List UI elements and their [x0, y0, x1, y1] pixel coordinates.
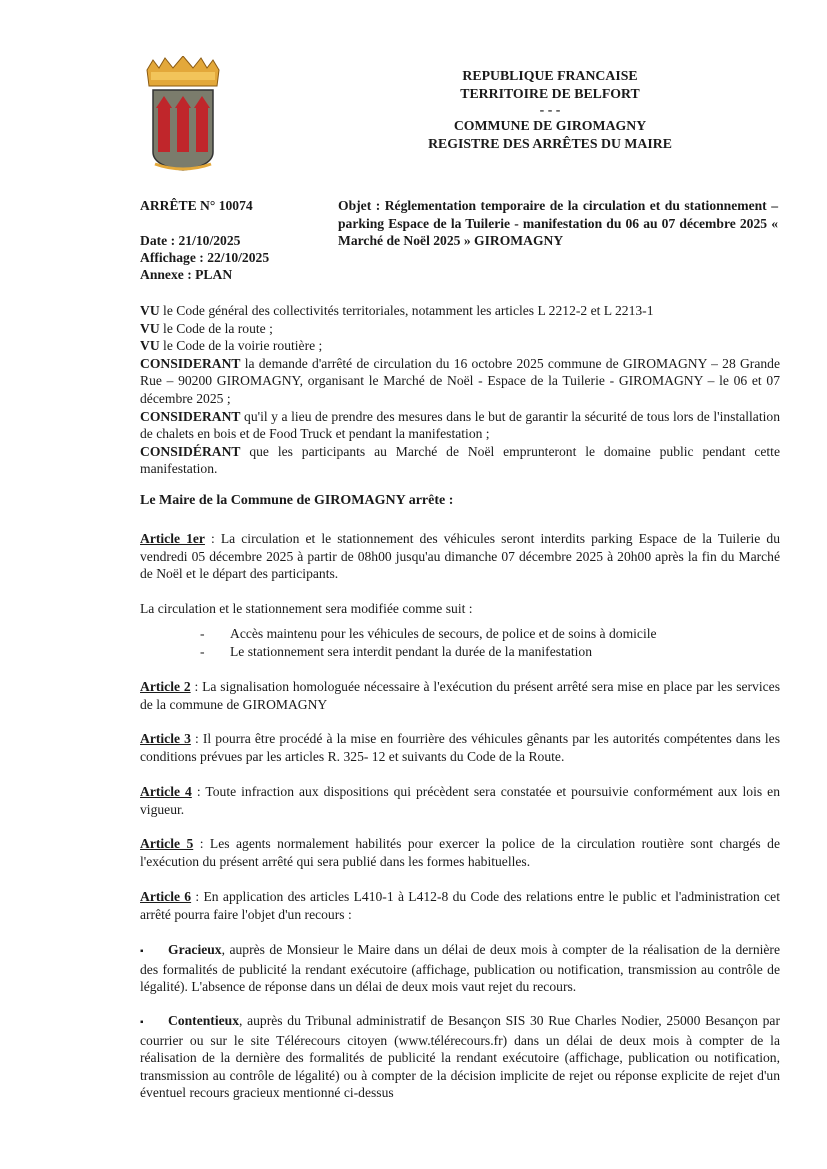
considerant-text: qu'il y a lieu de prendre des mesures dans le but de garantir la sécurité de tous lors de l'installation de chalets en bois et de Food Truck et pendant la manifestation ;: [140, 408, 780, 442]
bullet-icon: ▪: [140, 946, 144, 957]
decision-heading: Le Maire de la Commune de GIROMAGNY arrête :: [140, 493, 454, 508]
article-5: [140, 835, 780, 870]
list-item: - Accès maintenu pour les véhicules de secours, de police et de soins à domicile: [200, 626, 657, 641]
recours-label: Contentieux: [168, 1013, 239, 1028]
visa: [140, 320, 780, 338]
article-label: Article 6: [140, 889, 192, 904]
article-text: : La circulation et le stationnement des véhicules seront interdits parking Espace de la Tuilerie du vendredi 05 décembre 2025 à partir de 08h00 jusqu'au dimanche 07 décembre 2025 à 20h00 après la fin du Marché de Noël et le départ des participants.: [140, 531, 780, 582]
header-separator: - - -: [539, 102, 561, 117]
article-label: Article 3: [140, 731, 191, 746]
modification-list: [200, 625, 760, 660]
visas-section: [140, 302, 780, 478]
document-header: [360, 67, 740, 152]
arrete-affichage: Affichage : 22/10/2025: [140, 250, 270, 265]
visa-text: le Code de la voirie routière ;: [159, 338, 323, 354]
article-text: : Toute infraction aux dispositions qui précèdent sera constatée et poursuivie conformément aux lois en vigueur.: [140, 784, 780, 817]
considerant-text: que les participants au Marché de Noël emprunteront le domaine public pendant cette manifestation.: [140, 443, 780, 477]
visa-label: VU: [140, 320, 160, 336]
list-item-text: Accès maintenu pour les véhicules de secours, de police et de soins à domicile: [230, 626, 657, 641]
article-text: : Il pourra être procédé à la mise en fourrière des véhicules gênants par les autorités compétentes dans les conditions prévues par les articles R. 325- 12 et suivants du Code de la Route.: [140, 731, 780, 764]
header-line: TERRITOIRE DE BELFORT: [460, 85, 640, 101]
article-label: Article 5: [140, 836, 194, 851]
visa-label: VU: [140, 338, 160, 354]
article-4: [140, 783, 780, 818]
article-2: [140, 678, 780, 713]
recours-gracieux: [140, 941, 780, 996]
modification-intro: La circulation et le stationnement sera modifiée comme suit :: [140, 601, 473, 616]
header-line: REGISTRE DES ARRÊTES DU MAIRE: [428, 135, 672, 151]
recours-label: Gracieux: [168, 942, 222, 957]
article-label: Article 2: [140, 679, 191, 694]
bullet-icon: ▪: [140, 1017, 144, 1028]
considerant-text: la demande d'arrêté de circulation du 16 octobre 2025 commune de GIROMAGNY – 28 Grande Rue – 90200 GIROMAGNY, organisant le Marché de Noël - Espace de la Tuilerie - GIROMAGNY – le 06 et 07 décembre 2025 ;: [140, 355, 780, 406]
considerant: [140, 408, 780, 443]
recours-text: , auprès de Monsieur le Maire dans un délai de deux mois à compter de la réalisation de la dernière des formalités de publicité la rendant exécutoire (affichage, publication ou notification, transmission au contrôle de légalité). L'absence de réponse dans un délai de deux mois vaut rejet du recours.: [140, 942, 780, 995]
recours-contentieux: [140, 1012, 780, 1102]
article-label: Article 1er: [140, 531, 205, 546]
article-text: : En application des articles L410-1 à L412-8 du Code des relations entre le public et l'administration cet arrêté pourra faire l'objet d'un recours :: [140, 889, 780, 922]
visa: [140, 302, 780, 320]
visa-text: le Code de la route ;: [159, 320, 273, 336]
considerant: [140, 355, 780, 408]
visa-label: VU: [140, 303, 160, 318]
article-text: : Les agents normalement habilités pour exercer la police de la circulation routière sont chargés de l'exécution du présent arrêté qui sera publié dans les formes habituelles.: [140, 836, 780, 869]
header-line: COMMUNE DE GIROMAGNY: [453, 118, 647, 133]
article-3: [140, 730, 780, 765]
list-item-text: Le stationnement sera interdit pendant la durée de la manifestation: [230, 643, 592, 659]
article-label: Article 4: [140, 784, 192, 799]
arrete-annexe: Annexe : PLAN: [140, 267, 233, 282]
visa-text: le Code général des collectivités territoriales, notamment les articles L 2212-2 et L 2213-1: [159, 303, 654, 318]
arrete-objet: Objet : Réglementation temporaire de la circulation et du stationnement – parking Espace de la Tuilerie - manifestation du 06 au 07 décembre 2025 « Marché de Noël 2025 » GIROMAGNY: [338, 198, 778, 249]
giromagny-coat-of-arms: [143, 56, 223, 174]
header-line: REPUBLIQUE FRANCAISE: [462, 68, 638, 83]
considerant-label: CONSIDERANT: [140, 355, 241, 371]
recours-text: , auprès du Tribunal administratif de Besançon SIS 30 Rue Charles Nodier, 25000 Besançon par courrier ou sur le site Télérecours citoyen (www.télérecours.fr) dans un délai de deux mois à compter de la réalisation de la dernière des formalités de publicité la rendant exécutoire (affichage, publication ou notification, transmission au contrôle de légalité) ou à compter de la décision implicite de rejet ou réponse explicite de rejet d'un éventuel recours gracieux mentionné ci-dessus: [140, 1013, 780, 1101]
considerant: [140, 443, 780, 478]
article-1: [140, 530, 780, 583]
arrete-date: Date : 21/10/2025: [140, 233, 241, 248]
article-text: : La signalisation homologuée nécessaire à l'exécution du présent arrêté sera mise en place par les services de la commune de GIROMAGNY: [140, 679, 780, 712]
visa: [140, 337, 780, 355]
considerant-label: CONSIDERANT: [140, 408, 241, 424]
article-6: [140, 888, 780, 923]
arrete-number: ARRÊTE N° 10074: [140, 198, 253, 213]
list-item: - Le stationnement sera interdit pendant la durée de la manifestation: [200, 643, 592, 659]
considerant-label: CONSIDÉRANT: [140, 443, 241, 459]
